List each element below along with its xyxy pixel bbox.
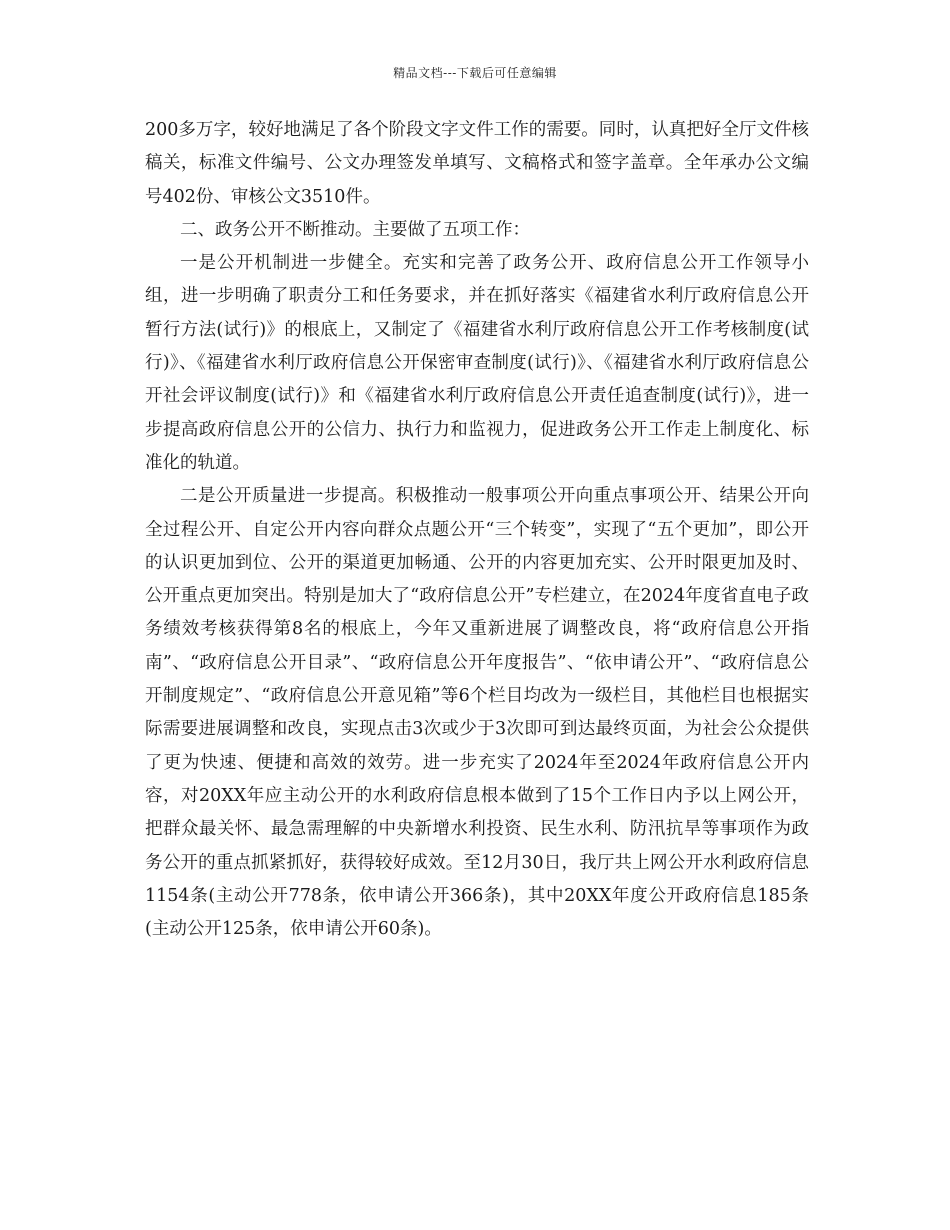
header-note: 精品文档---下载后可任意编辑 bbox=[393, 66, 557, 80]
document-body bbox=[145, 114, 809, 946]
paragraph-3: 一是公开机制进一步健全。充实和完善了政务公开、政府信息公开工作领导小组，进一步明确了职责分工和任务要求，并在抓好落实《福建省水利厅政府信息公开暂行方法(试行)》的根底上，又制定了《福建省水利厅政府信息公开工作考核制度(试行)》、《福建省水利厅政府信息公开保密审查制度(试行)》、《福建省水利厅政府信息公开社会评议制度(试行)》和《福建省水利厅政府信息公开责任追查制度(试行)》，进一步提高政府信息公开的公信力、执行力和监视力，促进政务公开工作走上制度化、标准化的轨道。 bbox=[145, 253, 809, 473]
paragraph-4: 二是公开质量进一步提高。积极推动一般事项公开向重点事项公开、结果公开向全过程公开、自定公开内容向群众点题公开“三个转变”，实现了“五个更加”，即公开的认识更加到位、公开的渠道更加畅通、公开的内容更加充实、公开时限更加及时、公开重点更加突出。特别是加大了“政府信息公开”专栏建立，在2024年度省直电子政务绩效考核获得第8名的根底上，今年又重新进展了调整改良，将“政府信息公开指南”、“政府信息公开目录”、“政府信息公开年度报告”、“依申请公开”、“政府信息公开制度规定”、“政府信息公开意见箱”等6个栏目均改为一级栏目，其他栏目也根据实际需要进展调整和改良，实现点击3次或少于3次即可到达最终页面，为社会公众提供了更为快速、便捷和高效的效劳。进一步充实了2024年至2024年政府信息公开内容，对20XX年应主动公开的水利政府信息根本做到了15个工作日内予以上网公开，把群众最关怀、最急需理解的中央新增水利投资、民生水利、防汛抗旱等事项作为政务公开的重点抓紧抓好，获得较好成效。至12月30日，我厅共上网公开水利政府信息1154条(主动公开778条，依申请公开366条)，其中20XX年度公开政府信息185条(主动公开125条，依申请公开60条)。 bbox=[145, 486, 809, 940]
paragraph-1: 200多万字，较好地满足了各个阶段文字文件工作的需要。同时，认真把好全厅文件核稿关，标准文件编号、公文办理签发单填写、文稿格式和签字盖章。全年承办公文编号402份、审核公文3510件。 bbox=[145, 120, 809, 207]
paragraph-2: 二、政务公开不断推动。主要做了五项工作： bbox=[180, 219, 530, 240]
